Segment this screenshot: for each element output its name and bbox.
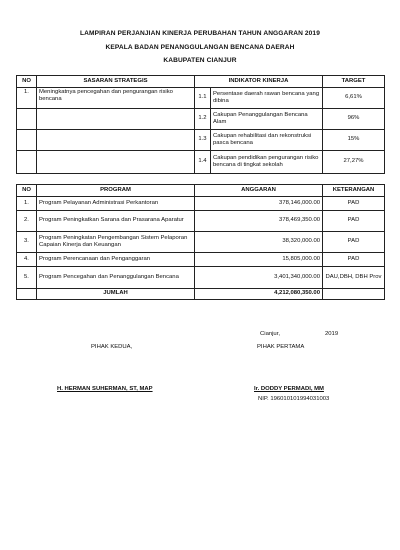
indikator-text: Persentase daerah rawan bencana yang dibina (211, 88, 323, 109)
header-sasaran: SASARAN STRATEGIS (37, 76, 195, 88)
table-row (17, 109, 385, 130)
indikator-text: Cakupan rehabilitasi dan rekonstruksi pasca bencana (211, 130, 323, 151)
program-name: Program Perencanaan dan Penganggaran (37, 253, 195, 267)
table-row (17, 197, 385, 211)
program-budget: 3,401,340,000.00 (195, 267, 323, 289)
header-keterangan: KETERANGAN (323, 185, 385, 197)
table-row (17, 151, 385, 174)
table-header-row (17, 185, 385, 197)
program-no: 1. (17, 197, 37, 211)
table-row (17, 232, 385, 253)
sasaran-no: 1. (17, 88, 37, 109)
indikator-text: Cakupan Penanggulangan Bencana Alam (211, 109, 323, 130)
program-source: PAD (323, 197, 385, 211)
program-budget: 378,146,000.00 (195, 197, 323, 211)
right-signatory-name: Ir. DODDY PERMADI, MM (254, 386, 324, 392)
left-signatory-name: H. HERMAN SUHERMAN, ST, MAP (57, 386, 153, 392)
indikator-target: 96% (323, 109, 385, 130)
total-row (17, 289, 385, 300)
indikator-target: 27,27% (323, 151, 385, 174)
header-anggaran: ANGGARAN (195, 185, 323, 197)
program-no: 2. (17, 211, 37, 232)
table-header-row (17, 76, 385, 88)
program-no: 4. (17, 253, 37, 267)
header-program: PROGRAM (37, 185, 195, 197)
left-party-role: PIHAK KEDUA, (91, 344, 133, 350)
doc-title-line3: KABUPATEN CIANJUR (163, 57, 237, 64)
sasaran-text: Meningkatnya pencegahan dan pengurangan risiko bencana (37, 88, 195, 109)
program-budget: 378,469,350.00 (195, 211, 323, 232)
table-row (17, 253, 385, 267)
program-name: Program Peningkatkan Sarana dan Prasarana Aparatur (37, 211, 195, 232)
program-name: Program Pencegahan dan Penanggulangan Bencana (37, 267, 195, 289)
table-row (17, 130, 385, 151)
indikator-target: 15% (323, 130, 385, 151)
program-source: PAD (323, 232, 385, 253)
right-party-role: PIHAK PERTAMA (257, 344, 305, 350)
indikator-no: 1.2 (195, 109, 211, 130)
header-no: NO (17, 76, 37, 88)
program-name: Program Peningkatan Pengembangan Sistem Pelaporan Capaian Kinerja dan Keuangan (37, 232, 195, 253)
indikator-no: 1.4 (195, 151, 211, 174)
table-row (17, 211, 385, 232)
signature-place: Cianjur, (260, 331, 280, 337)
program-source: DAU,DBH, DBH Prov (323, 267, 385, 289)
program-no: 3. (17, 232, 37, 253)
program-source: PAD (323, 253, 385, 267)
right-signatory-nip: NIP. 196010101994031003 (258, 396, 330, 402)
doc-title-line2: KEPALA BADAN PENANGGULANGAN BENCANA DAERAH (105, 44, 295, 51)
program-budget: 15,805,000.00 (195, 253, 323, 267)
table-row (17, 88, 385, 109)
indikator-text: Cakupan pendidikan pengurangan risiko bencana di tingkat sekolah (211, 151, 323, 174)
header-no: NO (17, 185, 37, 197)
table-row (17, 267, 385, 289)
program-source: PAD (323, 211, 385, 232)
total-value: 4,212,080,350.00 (195, 289, 323, 300)
indikator-no: 1.3 (195, 130, 211, 151)
doc-title-line1: LAMPIRAN PERJANJIAN KINERJA PERUBAHAN TAHUN ANGGARAN 2019 (80, 30, 320, 37)
header-target: TARGET (323, 76, 385, 88)
indikator-no: 1.1 (195, 88, 211, 109)
signature-year: 2019 (325, 331, 339, 337)
budget-program-table (16, 184, 385, 300)
total-label: JUMLAH (37, 289, 195, 300)
program-name: Program Pelayanan Administrasi Perkantoran (37, 197, 195, 211)
program-no: 5. (17, 267, 37, 289)
performance-target-table (16, 75, 385, 174)
indikator-target: 6,61% (323, 88, 385, 109)
header-indikator: INDIKATOR KINERJA (195, 76, 323, 88)
program-budget: 38,320,000.00 (195, 232, 323, 253)
